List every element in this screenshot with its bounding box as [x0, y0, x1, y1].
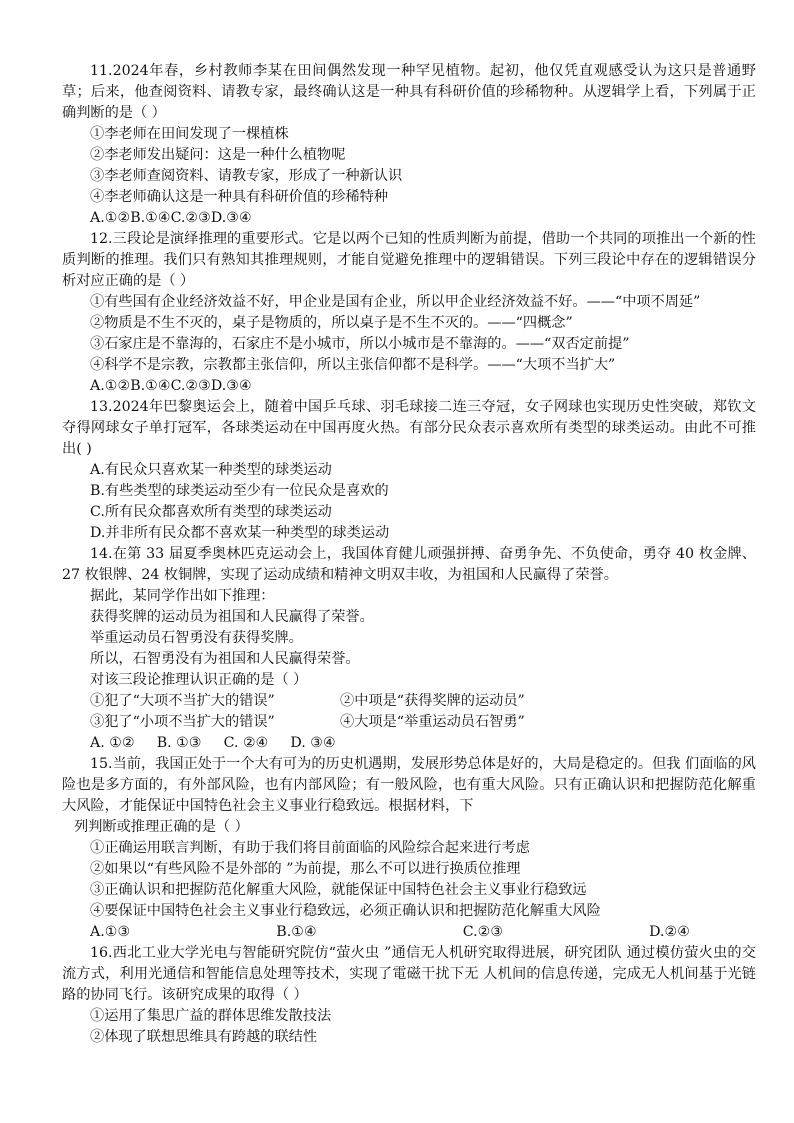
q14-option-d: D. ③④ — [290, 735, 336, 751]
question-13-stem: 13.2024年巴黎奥运会上，随着中国乒乓球、羽毛球接二连三夺冠，女子网球也实现历史性突破，郑钦文夺得网球女子单打冠军，各球类运动在中国再度火热。有部分民众表示喜欢所有类型的球类运动。由此不可推出( ) — [62, 399, 756, 457]
q15-option-c: C.②③ — [462, 924, 504, 940]
q11-option-a: A.①② — [90, 210, 131, 226]
q12-item-1: ①有些国有企业经济效益不好，甲企业是国有企业，所以甲企业经济效益不好。——“中项不周延” — [90, 294, 701, 310]
q13-option-a: A.有民众只喜欢某一种类型的球类运动 — [90, 462, 332, 478]
q15-item-3: ③正确认识和把握防范化解重大风险，就能保证中国特色社会主义事业行稳致远 — [90, 882, 587, 898]
q12-item-4: ④科学不是宗教，宗教都主张信仰，所以主张信仰都不是科学。——“大项不当扩大” — [90, 357, 616, 373]
q12-option-c: C.②③ — [170, 378, 211, 394]
q16-item-1: ①运用了集思广益的群体思维发散技法 — [90, 1008, 332, 1024]
q15-option-a: A.①③ — [90, 924, 131, 940]
q14-line-2: 获得奖牌的运动员为祖国和人民赢得了荣誉。 — [90, 609, 374, 625]
q14-options — [62, 733, 756, 754]
question-14-stem: 14.在第 33 届夏季奥林匹克运动会上，我国体育健儿顽强拼搏、奋勇争先、不负使命，勇夺 40 枚金牌、27 枚银牌、24 枚铜牌，实现了运动成绩和精神文明双丰收，为祖国和人民赢得了荣誉。 — [62, 546, 756, 583]
question-15 — [62, 754, 756, 943]
q14-item-1: ①犯了“大项不当扩大的错误” — [90, 693, 275, 709]
question-11 — [62, 61, 756, 229]
q15-item-2: ②如果以“有些风险不是外部的 ”为前提，那么不可以进行换质位推理 — [90, 861, 521, 877]
q14-line-4: 所以，石智勇没有为祖国和人民赢得荣誉。 — [90, 651, 360, 667]
question-16-stem: 16.西北工业大学光电与智能研究院仿“萤火虫 ”通信无人机研究取得进展，研究团队 通过模仿萤火虫的交流方式，利用光通信和智能信息处理等技术，实现了電磁干扰下无 人机间的信息传递，完成无人机间基于光链路的协同飞行。该研究成果的取得（ ） — [62, 945, 756, 1003]
q15-options — [62, 922, 690, 943]
q15-item-1: ①正确运用联言判断，有助于我们将目前面临的风险综合起来进行考虑 — [90, 840, 530, 856]
question-15-stem-tail: 列判断或推理正确的是（ ） — [74, 819, 249, 835]
question-15-stem: 15.当前，我国正处于一个大有可为的历史机遇期，发展形势总体是好的，大局是稳定的。但我 们面临的风险也是多方面的，有外部风险，也有内部风险；有一般风险，也有重大风险。只有正确认识和把握防范化解重大风险，才能保证中国特色社会主义事业行稳致远。根据材料，下 — [62, 756, 756, 814]
q15-option-b: B.①④ — [276, 924, 317, 940]
question-11-stem: 11.2024年春，乡村教师李某在田间偶然发现一种罕见植物。起初，他仅凭直观感受认为这只是普通野草；后来，他查阅资料、请教专家，最终确认这是一种具有科研价值的珍稀物种。从逻辑学上看，下列属于正确判断的是（ ） — [62, 63, 756, 121]
q11-options — [62, 208, 756, 229]
q14-item-2: ②中项是“获得奖牌的运动员” — [340, 693, 525, 709]
q14-line-3: 举重运动员石智勇没有获得奖牌。 — [90, 630, 303, 646]
q13-option-c: C.所有民众都喜欢所有类型的球类运动 — [90, 504, 332, 520]
q11-option-c: C.②③ — [170, 210, 211, 226]
question-13 — [62, 397, 756, 544]
question-14 — [62, 544, 756, 754]
q11-item-1: ①李老师在田间发现了一棵植株 — [90, 126, 289, 142]
q14-line-5: 对该三段论推理认识正确的是（ ） — [90, 672, 308, 688]
q14-item-3: ③犯了“小项不当扩大的错误” — [90, 714, 275, 730]
q14-items-row-1 — [62, 691, 756, 712]
q14-option-b: B. ①③ — [156, 735, 202, 751]
q11-option-b: B.①④ — [130, 210, 171, 226]
q11-item-3: ③李老师查阅资料、请教专家，形成了一种新认识 — [90, 168, 403, 184]
q12-item-3: ③石家庄是不靠海的，石家庄不是小城市，所以小城市是不靠海的。——“双否定前提” — [90, 336, 630, 352]
q14-option-c: C. ②④ — [223, 735, 269, 751]
q11-item-2: ②李老师发出疑问：这是一种什么植物呢 — [90, 147, 346, 163]
q15-item-4: ④要保证中国特色社会主义事业行稳致远，必须正确认识和把握防范化解重大风险 — [90, 903, 601, 919]
q12-options — [62, 376, 756, 397]
question-12-stem: 12.三段论是演绎推理的重要形式。它是以两个已知的性质判断为前提，借助一个共同的项推出一个新的性质判断的推理。我们只有熟知其推理规则，才能自觉避免推理中的逻辑错误。下列三段论中存在的逻辑错误分析对应正确的是（ ） — [62, 231, 756, 289]
q13-option-b: B.有些类型的球类运动至少有一位民众是喜欢的 — [90, 483, 389, 499]
q12-option-a: A.①② — [90, 378, 131, 394]
q12-option-d: D.③④ — [210, 378, 252, 394]
q14-items-row-2 — [62, 712, 756, 733]
q12-option-b: B.①④ — [130, 378, 171, 394]
q16-item-2: ②体现了联想思维具有跨越的联结性 — [90, 1029, 318, 1045]
question-16 — [62, 943, 756, 1048]
q14-item-4: ④大项是“举重运动员石智勇” — [340, 714, 525, 730]
q14-line-1: 据此，某同学作出如下推理： — [90, 588, 275, 604]
q14-option-a: A. ①② — [90, 735, 135, 751]
q13-option-d: D.并非所有民众都不喜欢某一种类型的球类运动 — [90, 525, 390, 541]
q11-item-4: ④李老师确认这是一种具有科研价值的珍稀特种 — [90, 189, 388, 205]
q11-option-d: D.③④ — [210, 210, 252, 226]
q12-item-2: ②物质是不生不灭的，桌子是物质的，所以桌子是不生不灭的。——“四概念” — [90, 315, 573, 331]
question-12 — [62, 229, 756, 397]
q15-option-d: D.②④ — [649, 924, 690, 940]
